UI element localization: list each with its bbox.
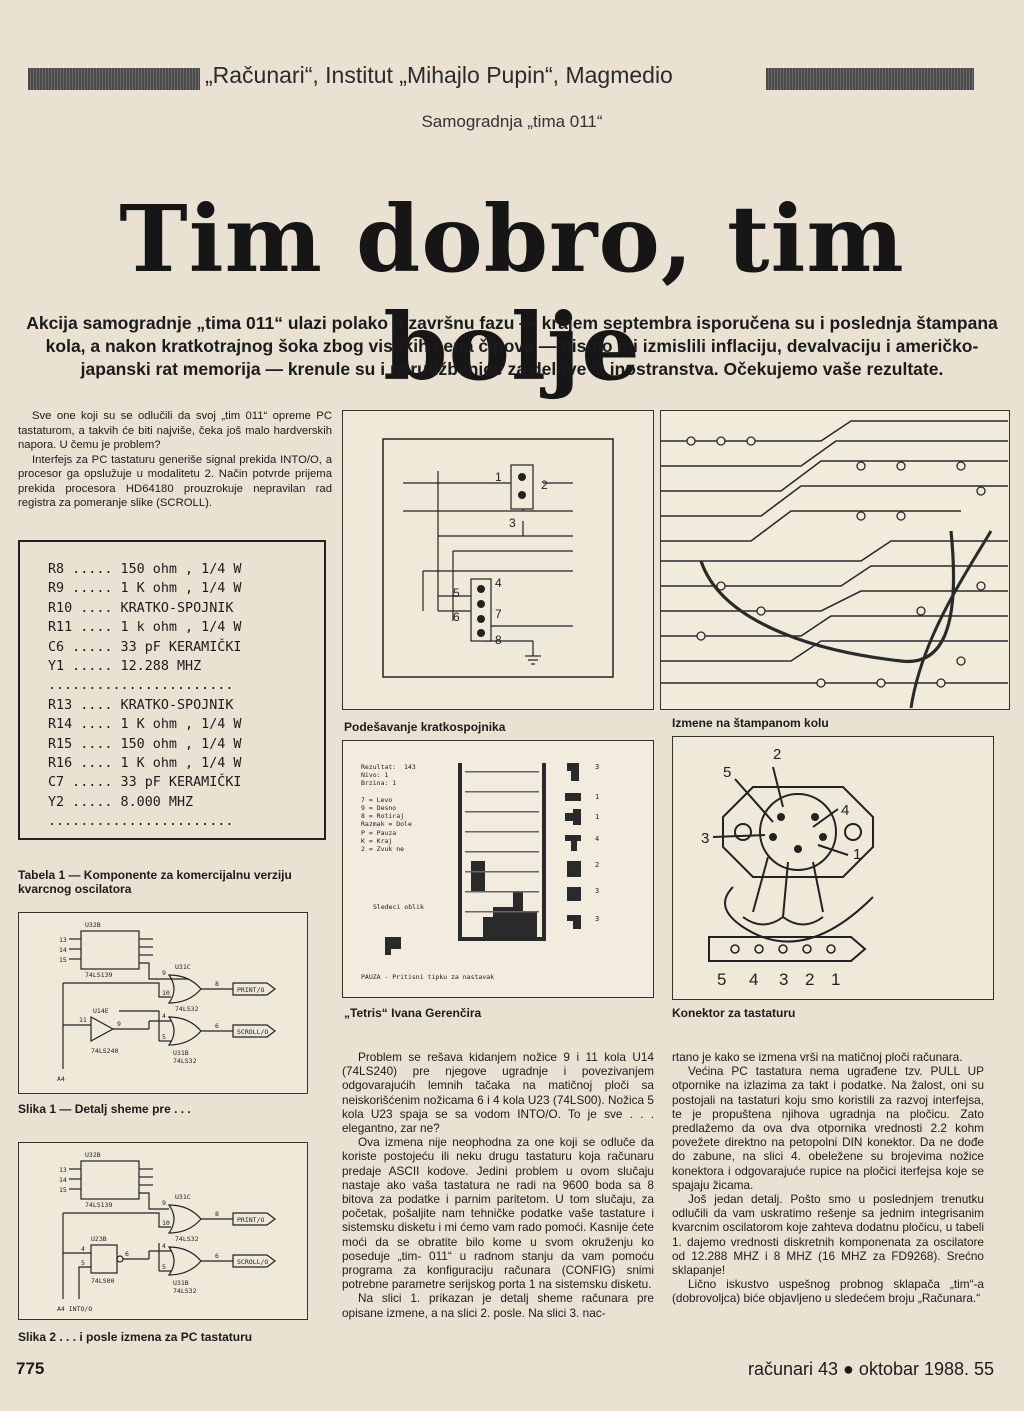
component-row: C7 ..... 33 pF KERAMIČKI: [48, 775, 242, 791]
pin-label: 8: [215, 1210, 219, 1218]
pin-label: 9: [117, 1020, 121, 1028]
component-row: R15 .... 150 ohm , 1/4 W: [48, 736, 242, 752]
jumper-label: 5: [453, 586, 460, 600]
component-row: R11 .... 1 k ohm , 1/4 W: [48, 620, 242, 636]
pin-label: 6: [215, 1022, 219, 1030]
chip-label: 74LS00: [91, 1277, 115, 1285]
din-label: 2: [773, 746, 782, 763]
pcb-photo: [660, 410, 1010, 710]
component-row: R9 ..... 1 K ohm , 1/4 W: [48, 581, 242, 597]
signal-label: PRINT/O: [237, 986, 265, 994]
din-label: 4: [841, 802, 850, 819]
pin-label: 10: [162, 989, 170, 997]
pin-label: 10: [162, 1219, 170, 1227]
component-row: R16 .... 1 K ohm , 1/4 W: [48, 756, 242, 772]
pin-number: 2: [805, 970, 815, 989]
signal-label: SCROLL/O: [237, 1028, 269, 1036]
piece-count: 2: [595, 861, 600, 869]
piece-count: 1: [595, 793, 600, 801]
tetris-pause-text: PAUZA - Pritisni tipku za nastavak: [361, 973, 495, 981]
chip-label: 74LS240: [91, 1047, 119, 1055]
din-label: 3: [701, 830, 710, 847]
body-column-2: [672, 1050, 984, 1306]
chip-label: 74LS139: [85, 971, 113, 979]
piece-count: 3: [595, 887, 600, 895]
jumper-diagram: [343, 411, 652, 708]
pin-label: 6: [125, 1250, 129, 1258]
header-rule-left: [28, 68, 200, 90]
issue-footer: računari 43 ● oktobar 1988. 55: [748, 1359, 995, 1379]
chip-label: 74LS32: [175, 1005, 199, 1013]
piece-count: 4: [595, 835, 600, 843]
jumper-caption: Podešavanje kratkospojnika: [344, 720, 506, 734]
intro-text: [18, 409, 332, 511]
jumper-label: 3: [509, 516, 516, 530]
pin-label: 4: [162, 1012, 166, 1020]
din-label: 1: [853, 846, 862, 863]
article-lead: Akcija samogradnje „tima 011“ ulazi polako u završnu fazu — krajem septembra isporučena su i poslednja štampana kola, a nakon kratkotrajnog šoka zbog visokih cena čipova — nismo mi izmislili inflaciju, devalvaciju i američko-japanski rat memorija — krenule su i narudžbenice za delove iz inostranstva. Očekujemo vaše rezultate.: [26, 313, 998, 379]
body-column-1: [342, 1050, 654, 1320]
intro-paragraph: Interfejs za PC tastaturu generiše signal prekida INTO/O, a procesor ga opslužuje u modalitetu 2. Način potvrde prijema prekida procesora HD64180 prouzrokuje nepravilan rad registra za pomeranje slike (SCROLL).: [18, 453, 332, 509]
fig1-caption: Slika 1 — Detalj sheme pre . . .: [18, 1102, 191, 1116]
schematic-after-diagram: [19, 1143, 306, 1318]
body-paragraph: Problem se rešava kidanjem nožice 9 i 11 kola U14 (74LS240) pre njegove ugradnje i povezivanjem odgovarajućih lemnih tačaka na matičnoj ploči sa neiskorišćenim nožicama 6 i 4 kola U23 (74LS00). Nožica 5 kola U23 spaja se sa vodom INTO/O. To je sve . . . elegantno, zar ne?: [342, 1050, 654, 1136]
pin-label: 14: [59, 1176, 67, 1184]
pin-label: 14: [59, 946, 67, 954]
tetris-next-label: Sledeci oblik: [373, 903, 424, 911]
schematic-before-diagram: [19, 913, 306, 1092]
fig2-caption: Slika 2 . . . i posle izmena za PC tastaturu: [18, 1330, 253, 1344]
schematic-before: [18, 912, 308, 1094]
body-paragraph: Još jedan detalj. Pošto smo u poslednjem trenutku odlučili da vam uskratimo rešenje sa jednim integrisanim kvarcnim oscilatorom koje zahteva dodatnu pločicu, u tabeli 1. dajemo vrednosti diskretnih komponenata za oscilatore od 12.288 MHZ i 8 MHZ (16 MHZ za FD9268). Srećno sklapanje!: [672, 1192, 984, 1278]
pcb-traces: [661, 411, 1008, 708]
chip-label: 74LS32: [173, 1057, 197, 1065]
pin-label: 15: [59, 956, 67, 964]
component-row: R8 ..... 150 ohm , 1/4 W: [48, 562, 242, 577]
pin-label: 13: [59, 936, 67, 944]
jumper-label: 1: [495, 470, 502, 484]
pin-label: 4: [81, 1245, 85, 1253]
chip-label: U31B: [173, 1049, 189, 1057]
body-paragraph: rtano je kako se izmena vrši na matičnoj ploči računara.: [672, 1050, 963, 1064]
connector-caption: Konektor za tastaturu: [672, 1006, 796, 1020]
jumper-label: 7: [495, 607, 502, 621]
signal-label: PRINT/O: [237, 1216, 265, 1224]
net-label: A4 INTO/O: [57, 1305, 93, 1313]
intro-paragraph: Sve one koji su se odlučili da svoj „tim 011“ opreme PC tastaturom, a takvih će biti najviše, čeka još malo hardverskih napora. U čemu je problem?: [18, 410, 332, 451]
chip-label: 74LS32: [173, 1287, 197, 1295]
tetris-screenshot: [342, 740, 654, 998]
din-label: 5: [723, 764, 732, 781]
chip-label: U31C: [175, 963, 191, 971]
tetris-board: [343, 741, 652, 996]
body-paragraph: Ova izmena nije neophodna za one koji se odluče da koriste postojeću ili neku drugu tastaturu koja računaru predaje ASCII kodove. Jedini problem u ovom slučaju nastaje ako vaša tastatura ne radi na 9600 boda sa 8 bitova za podatke i parnim paritetom. U tom slučaju, za početak, pošaljite nam tehničke podatke vaše tastature i sistemsku disketu i mi ćemo vam rado pomoći. Kasnije ćete moći da se obratite bilo kome u svom okruženju ko poseduje „tim- 011“ u radnom stanju da vam pomoću programa za konfiguraciju računara (CONFIG) snimi potrebne parametre serijskog porta 1 na sistemsku disketu.: [342, 1135, 654, 1292]
body-paragraph: Na slici 1. prikazan je detalj sheme računara pre opisane izmene, a na slici 2. posle. Na slici 3. nac-: [342, 1291, 654, 1320]
pin-label: 11: [79, 1016, 87, 1024]
jumper-figure: [342, 410, 654, 710]
connector-figure: [672, 736, 994, 1000]
pin-label: 8: [215, 980, 219, 988]
pin-label: 15: [59, 1186, 67, 1194]
schematic-after: [18, 1142, 308, 1320]
pin-label: 9: [162, 1199, 166, 1207]
pin-label: 5: [162, 1263, 166, 1271]
jumper-label: 6: [453, 610, 460, 624]
pin-label: 4: [162, 1242, 166, 1250]
pin-number: 3: [779, 970, 789, 989]
component-row: .......................: [48, 678, 234, 694]
page-number-left: 775: [16, 1359, 45, 1378]
component-row: R13 .... KRATKO-SPOJNIK: [48, 697, 234, 713]
chip-label: 74LS32: [175, 1235, 199, 1243]
chip-label: U31C: [175, 1193, 191, 1201]
pin-number: 5: [717, 970, 727, 989]
component-row: R14 .... 1 K ohm , 1/4 W: [48, 717, 242, 733]
pin-label: 13: [59, 1166, 67, 1174]
component-row: Y2 ..... 8.000 MHZ: [48, 794, 194, 810]
pin-number: 1: [831, 970, 841, 989]
chip-label: 74LS139: [85, 1201, 113, 1209]
component-row: R10 .... KRATKO-SPOJNIK: [48, 600, 234, 616]
chip-label: U32B: [85, 1151, 101, 1159]
pin-label: 9: [162, 969, 166, 977]
piece-count: 3: [595, 763, 600, 771]
jumper-label: 2: [541, 478, 548, 492]
body-paragraph: Većina PC tastatura nema ugrađene tzv. PULL UP otpornike na izlazima za takt i podatke. Na žalost, oni su postojali na tastaturi koju smo koristili za razvoj interfejsa, te je propuštena njihova ugradnja na pločicu. Zato predlažemo da ova dva otpornika vrednosti 2.2 kohm povežete direktno na petopolni DIN konektor. Da ne dođe do zabune, na slici 4. obeležene su brojevima nožice konektora i odgovarajuće rupice na pločici iterfejsa koje se spajaju žicama.: [672, 1064, 984, 1192]
signal-label: SCROLL/O: [237, 1258, 269, 1266]
connector-diagram: [673, 737, 992, 998]
components-table: [18, 540, 326, 840]
component-row: Y1 ..... 12.288 MHZ: [48, 659, 202, 675]
series-title: Samogradnja „tima 011“: [421, 112, 603, 131]
chip-label: U14E: [93, 1007, 109, 1015]
tetris-caption: „Tetris“ Ivana Gerenčira: [344, 1006, 482, 1020]
net-label: A4: [57, 1075, 65, 1083]
table1-caption: Tabela 1 — Komponente za komercijalnu verziju kvarcnog oscilatora: [18, 868, 292, 896]
pin-label: 5: [162, 1033, 166, 1041]
component-row: .......................: [48, 814, 234, 830]
publisher-line: „Računari“, Institut „Mihajlo Pupin“, Magmedio: [205, 62, 673, 88]
tetris-status-text: Rezultat: 143 Nivo: 1 Brzina: 1 7 = Levo 9 = Desno 8 = Rotiraj Razmak = Dole P = Pauza K = Kraj 2 = Zvuk ne: [361, 763, 416, 854]
pin-label: 5: [81, 1259, 85, 1267]
body-paragraph: Lično iskustvo uspešnog probnog sklapača „tim“-a (dobrovoljca) biće objavljeno u sledećem broju „Računara.“: [672, 1277, 984, 1306]
jumper-label: 4: [495, 576, 502, 590]
component-row: C6 ..... 33 pF KERAMIČKI: [48, 639, 242, 655]
piece-count: 1: [595, 813, 600, 821]
jumper-label: 8: [495, 633, 502, 647]
piece-count: 3: [595, 915, 600, 923]
chip-label: U32B: [85, 921, 101, 929]
pin-label: 6: [215, 1252, 219, 1260]
pin-number: 4: [749, 970, 759, 989]
article-headline: Tim dobro, tim bolje: [119, 185, 905, 401]
pcb-caption: Izmene na štampanom kolu: [672, 716, 829, 730]
chip-label: U23B: [91, 1235, 107, 1243]
header-rule-right: [766, 68, 974, 90]
chip-label: U31B: [173, 1279, 189, 1287]
